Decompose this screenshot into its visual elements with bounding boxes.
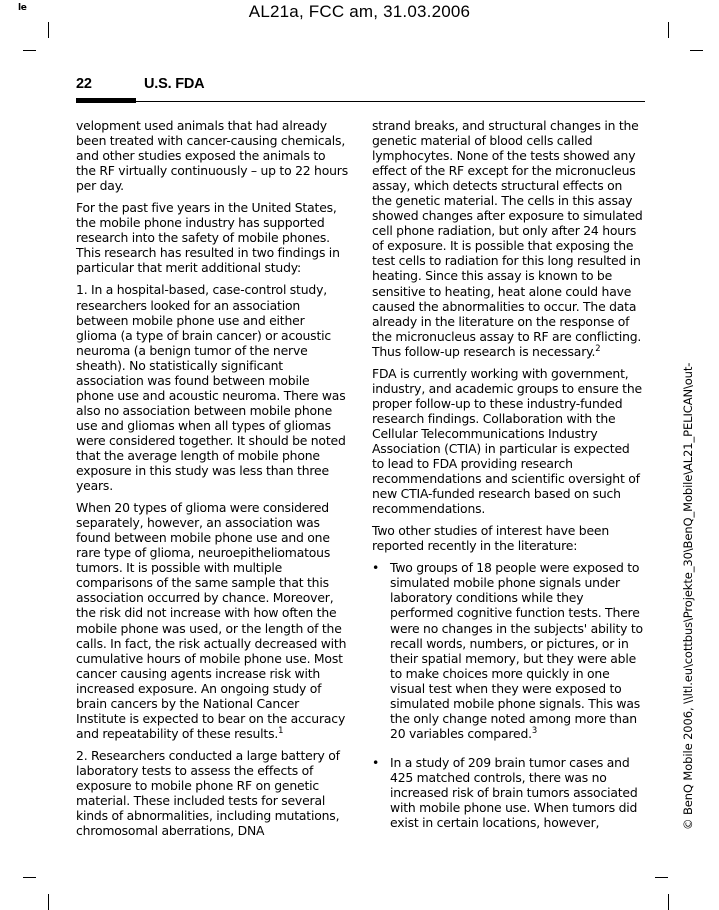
crop-mark-top-left-horizontal <box>23 50 36 51</box>
right-margin-copyright-note: © BenQ Mobile 2006, \\ltl.eu\cottbus\Projekte_30\BenQ_Mobile\AL21_PELICAN\out- <box>681 362 695 830</box>
paragraph-text: When 20 types of glioma were considered separately, however, an association was found between mobile phone use and one rare type of glioma, neuroepitheliomatous tumors. It is possible with multiple comparisons of the same sample that this association occurred by chance. Moreover, the risk did not increase with how often the mobile phone was used, or the length of the calls. In fact, the risk actually decreased with cumulative hours of mobile phone use. Most cancer causing agents increase risk with increased exposure. An ongoing study of brain cancers by the National Cancer Institute is expected to bear on the accuracy and repeatability of these results. <box>76 500 347 741</box>
corner-glyph: le <box>18 3 27 13</box>
crop-mark-top-right-horizontal <box>690 50 703 51</box>
list-item <box>372 755 644 837</box>
page-number: 22 <box>76 76 92 92</box>
paragraph: velopment used animals that had already been treated with cancer-causing chemicals, and other studies exposed the animals to the RF virtually continuously – up to 22 hours per day. <box>76 118 348 194</box>
header-rule-thin <box>136 101 645 102</box>
bullet-icon: • <box>372 754 380 770</box>
paragraph: 2. Researchers conducted a large battery of laboratory tests to assess the effects of exposure to mobile phone RF on genetic material. These included tests for several kinds of abnormalities, including mutations, chromosomal aberrations, DNA <box>76 747 340 839</box>
page-header <box>76 76 645 103</box>
paragraph: 1. In a hospital-based, case-control study, researchers looked for an association between mobile phone use and either glioma (a type of brain cancer) or acoustic neuroma (a benign tumor of the nerve sheath). No statistically significant association was found between mobile phone use and acoustic neuroma. There was also no association between mobile phone use and gliomas when all types of gliomas were considered together. It should be noted that the average length of mobile phone exposure in this study was less than three years. <box>76 282 346 494</box>
paragraph-text: strand breaks, and structural changes in the genetic material of blood cells called lymphocytes. None of the tests showed any effect of the RF except for the micronucleus assay, which detects structural effects on the genetic material. The cells in this assay showed changes after exposure to simulated cell phone radiation, but only after 24 hours of exposure. It is possible that exposing the test cells to radiation for this long resulted in heating. Since this assay is known to be sensitive to heating, heat alone could have caused the abnormalities to occur. The data already in the literature on the response of the micronucleus assay to RF are conflicting. Thus follow-up research is necessary. <box>372 118 643 359</box>
list-item-text <box>390 560 644 741</box>
footnote-marker: 1 <box>278 724 284 735</box>
footnote-marker: 3 <box>531 724 538 735</box>
crop-mark-bottom-left-vertical <box>48 894 49 910</box>
paragraph <box>76 500 348 741</box>
right-column <box>372 118 644 845</box>
list-item-body: Two groups of 18 people were exposed to simulated mobile phone signals under laboratory conditions while they performed cognitive function tests. There were no changes in the subjects' ability to recall words, numbers, or pictures, or in their spatial memory, but they were able to make choices more quickly in one visual test when they were exposed to simulated mobile phone signals. This was the only change noted among more than 20 variables compared. <box>390 560 643 741</box>
crop-mark-top-right-vertical <box>668 22 669 38</box>
crop-mark-top-left-vertical <box>48 22 49 38</box>
list-item-text <box>390 755 644 830</box>
list-item-body: In a study of 209 brain tumor cases and 425 matched controls, there was no increased risk of brain tumors associated with mobile phone use. When tumors did exist in certain locations, however, <box>390 754 638 831</box>
paragraph <box>372 118 644 359</box>
header-rule <box>76 98 645 103</box>
crop-mark-bottom-right-horizontal <box>655 877 668 878</box>
crop-mark-bottom-right-vertical <box>668 894 669 910</box>
header-rule-thick <box>76 98 136 103</box>
list-item <box>372 560 644 748</box>
bullet-icon: • <box>372 560 380 576</box>
crop-mark-bottom-left-horizontal <box>23 877 36 878</box>
chapter-title: U.S. FDA <box>144 76 205 92</box>
left-column <box>76 118 348 845</box>
body-columns <box>76 118 645 845</box>
footnote-marker: 2 <box>595 342 601 353</box>
paragraph: FDA is currently working with government, industry, and academic groups to ensure the proper follow-up to these industry-funded research findings. Collaboration with the Cellular Telecommunications Industry Association (CTIA) in particular is expected to lead to FDA providing research recommendations and scientific oversight of new CTIA-funded research based on such recommendations. <box>372 365 642 517</box>
paragraph: Two other studies of interest have been reported recently in the literature: <box>372 523 610 554</box>
paragraph: For the past five years in the United States, the mobile phone industry has supported research into the safety of mobile phones. This research has resulted in two findings in particular that merit additional study: <box>76 200 340 276</box>
document-slug: AL21a, FCC am, 31.03.2006 <box>248 2 471 21</box>
